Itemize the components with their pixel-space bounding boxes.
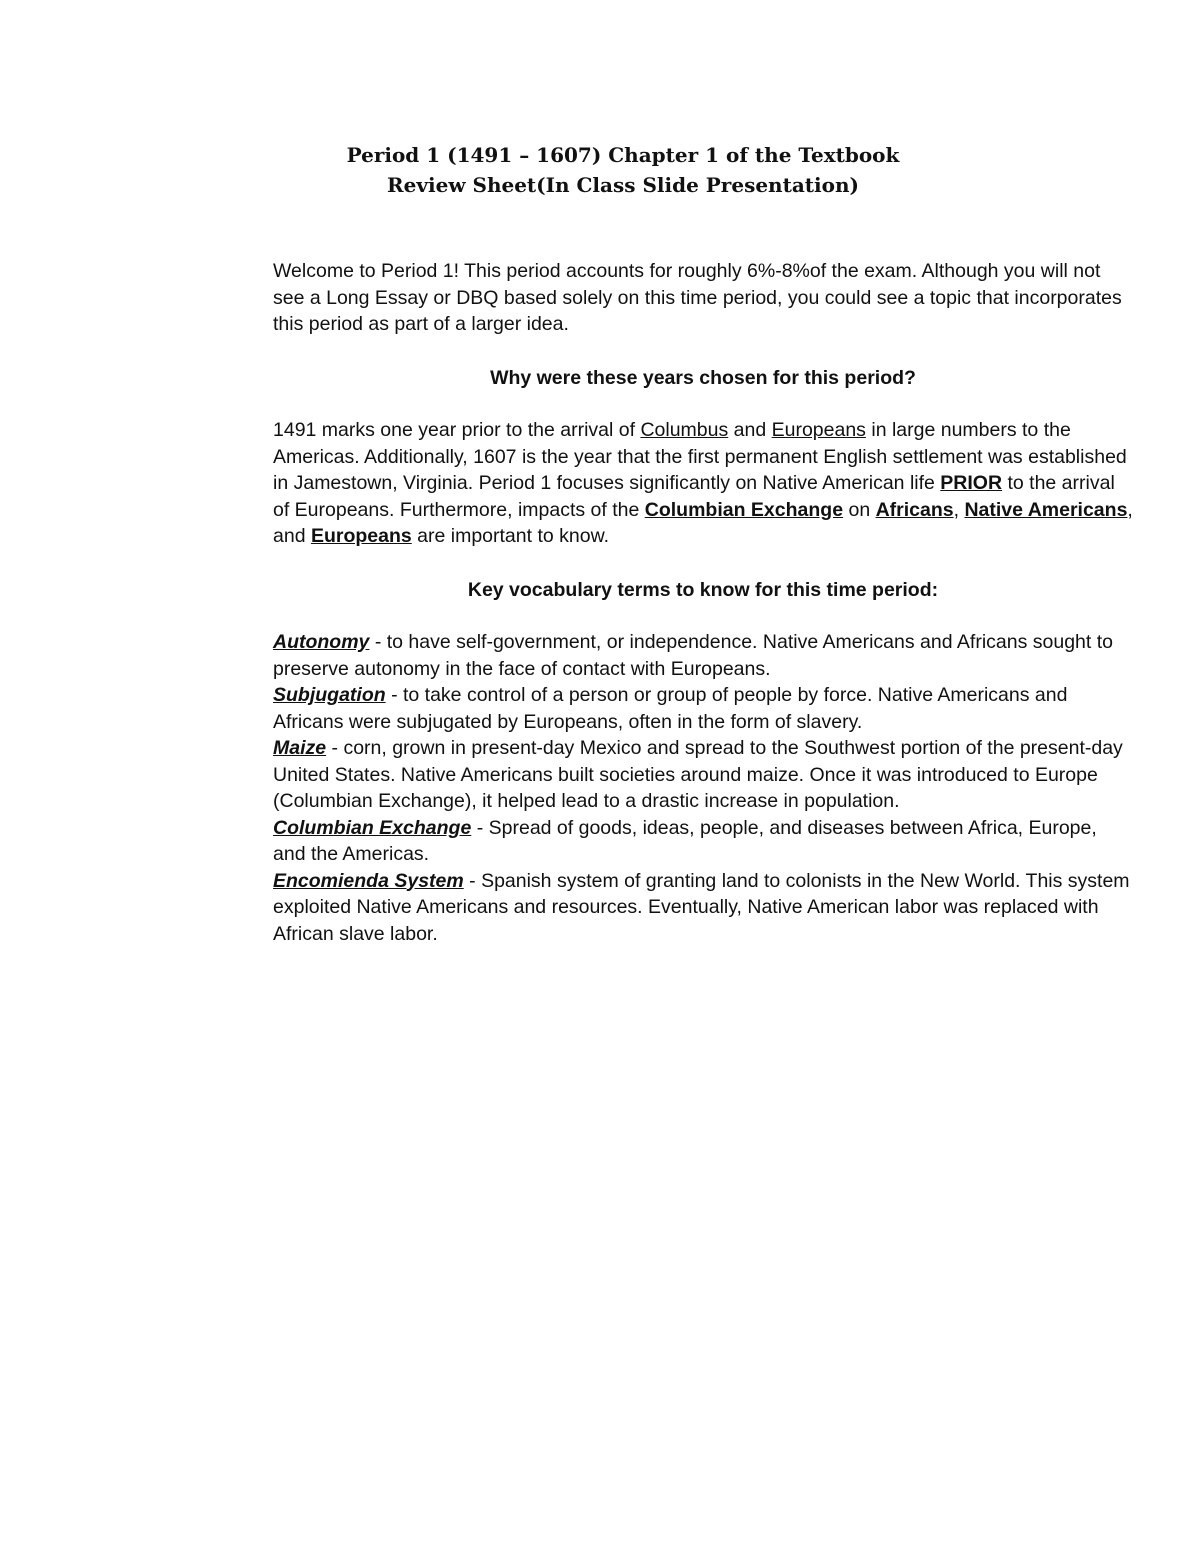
why-text-1: 1491 marks one year prior to the arrival of [273,419,641,441]
africans-term: Africans [875,498,954,521]
vocab-definition: - to take control of a person or group of people by force. Native Americans and Africans were subjugated by Europeans, often in the form of slavery. [273,684,1068,733]
vocab-entry-columbian-exchange [273,815,1133,868]
why-text-7: , and [273,498,1133,547]
columbus-term: Columbus [640,419,729,441]
intro-paragraph: Welcome to Period 1! This period accounts for roughly 6%-8%of the exam. Although you will not see a Long Essay or DBQ based solely on this time period, you could see a topic that incorporates this period as part of a larger idea. [273,260,1122,335]
vocab-term: Encomienda System [273,869,464,892]
vocab-definition: - Spread of goods, ideas, people, and diseases between Africa, Europe, and the Americas. [273,816,1097,865]
vocab-term: Maize [273,737,327,759]
vocab-definition: - to have self-government, or independence. Native Americans and Africans sought to preserve autonomy in the face of contact with Europeans. [273,631,1113,680]
document-title [293,140,953,200]
native-americans-term: Native Americans [964,498,1128,521]
why-text-8: are important to know. [411,525,610,547]
vocab-entry-encomienda-system [273,868,1133,948]
vocab-entry-autonomy [273,629,1133,682]
vocab-term: Subjugation [273,684,386,706]
title-line-2: Review Sheet(In Class Slide Presentation) [387,173,859,197]
prior-emphasis: PRIOR [940,472,1003,494]
vocab-entry-maize [273,735,1133,815]
why-heading: Why were these years chosen for this period? [490,366,916,389]
columbian-exchange-term: Columbian Exchange [644,498,844,521]
why-paragraph [273,417,1133,550]
vocab-term: Columbian Exchange [273,816,472,839]
vocab-list [273,629,1133,947]
document-page [273,140,1133,947]
why-text-2: and [728,419,772,441]
europeans-bold-term: Europeans [310,525,412,547]
why-text-3: in large numbers to the Americas. Additionally, 1607 is the year that the first permanent English settlement was established in Jamestown, Virginia. Period 1 focuses significantly on Native American life [273,419,1127,494]
document-body [273,258,1133,947]
vocab-heading: Key vocabulary terms to know for this time period: [467,578,939,601]
title-line-1: Period 1 (1491 – 1607) Chapter 1 of the Textbook [346,143,900,167]
vocab-definition: - corn, grown in present-day Mexico and spread to the Southwest portion of the present-day United States. Native Americans built societies around maize. Once it was introduced to Europe (Columbian Exchange), it helped lead to a drastic increase in population. [273,737,1123,812]
vocab-definition: - Spanish system of granting land to colonists in the New World. This system exploited Native Americans and resources. Eventually, Native American labor was replaced with African slave labor. [273,869,1130,945]
why-text-5: on [843,498,876,521]
vocab-entry-subjugation [273,682,1133,735]
europeans-term: Europeans [771,419,866,441]
vocab-term: Autonomy [273,631,370,653]
why-text-6: , [953,498,965,521]
why-text-4: to the arrival of Europeans. Furthermore, impacts of the [273,472,1115,521]
